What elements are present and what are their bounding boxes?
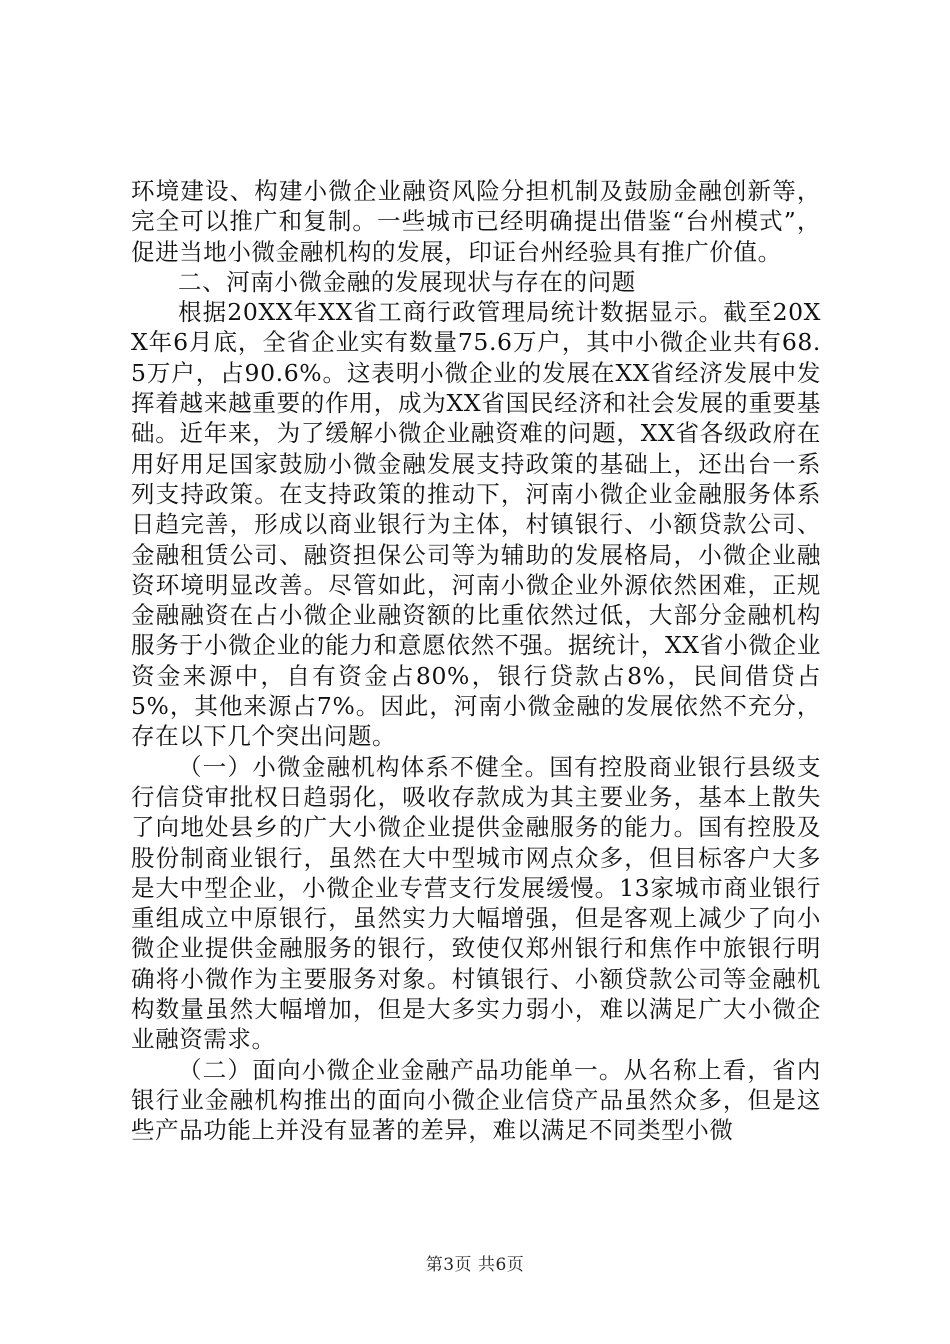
paragraph-statistics: 根据20XX年XX省工商行政管理局统计数据显示。截至20XX年6月底，全省企业实有数量75.6万户，其中小微企业共有68.5万户，占90.6%。这表明小微企业的发展在XX省经济发展中发挥着越来越重要的作用，成为XX省国民经济和社会发展的重要基础。近年来，为了缓解小微企业融资难的问题，XX省各级政府在用好用足国家鼓励小微金融发展支持政策的基础上，还出台一系列支持政策。在支持政策的推动下，河南小微企业金融服务体系日趋完善，形成以商业银行为主体，村镇银行、小额贷款公司、金融租赁公司、融资担保公司等为辅助的发展格局，小微企业融资环境明显改善。尽管如此，河南小微企业外源依然困难，正规金融融资在占小微企业融资额的比重依然过低，大部分金融机构服务于小微企业的能力和意愿依然不强。据统计，XX省小微企业资金来源中，自有资金占80%，银行贷款占8%，民间借贷占5%，其他来源占7%。因此，河南小微金融的发展依然不充分，存在以下几个突出问题。 [131, 298, 821, 751]
paragraph-issue-one: （一）小微金融机构体系不健全。国有控股商业银行县级支行信贷审批权日趋弱化，吸收存款成为其主要业务，基本上散失了向地处县乡的广大小微企业提供金融服务的能力。国有控股及股份制商业银行，虽然在大中型城市网点众多，但目标客户大多是大中型企业，小微企业专营支行发展缓慢。13家城市商业银行重组成立中原银行，虽然实力大幅增强，但是客观上减少了向小微企业提供金融服务的银行，致使仅郑州银行和焦作中旅银行明确将小微作为主要服务对象。村镇银行、小额贷款公司等金融机构数量虽然大幅增加，但是大多实力弱小，难以满足广大小微企业融资需求。 [131, 752, 821, 1054]
paragraph-issue-two: （二）面向小微企业金融产品功能单一。从名称上看，省内银行业金融机构推出的面向小微企业信贷产品虽然众多，但是这些产品功能上并没有显著的差异，难以满足不同类型小微 [131, 1055, 821, 1145]
document-body [131, 176, 821, 1146]
section-heading: 二、河南小微金融的发展现状与存在的问题 [178, 267, 636, 296]
paragraph-continuation: 环境建设、构建小微企业融资风险分担机制及鼓励金融创新等，完全可以推广和复制。一些城市已经明确提出借鉴“台州模式”，促进当地小微金融机构的发展，印证台州经验具有推广价值。 [131, 177, 821, 266]
page-footer: 第3页 共6页 [425, 1255, 525, 1275]
